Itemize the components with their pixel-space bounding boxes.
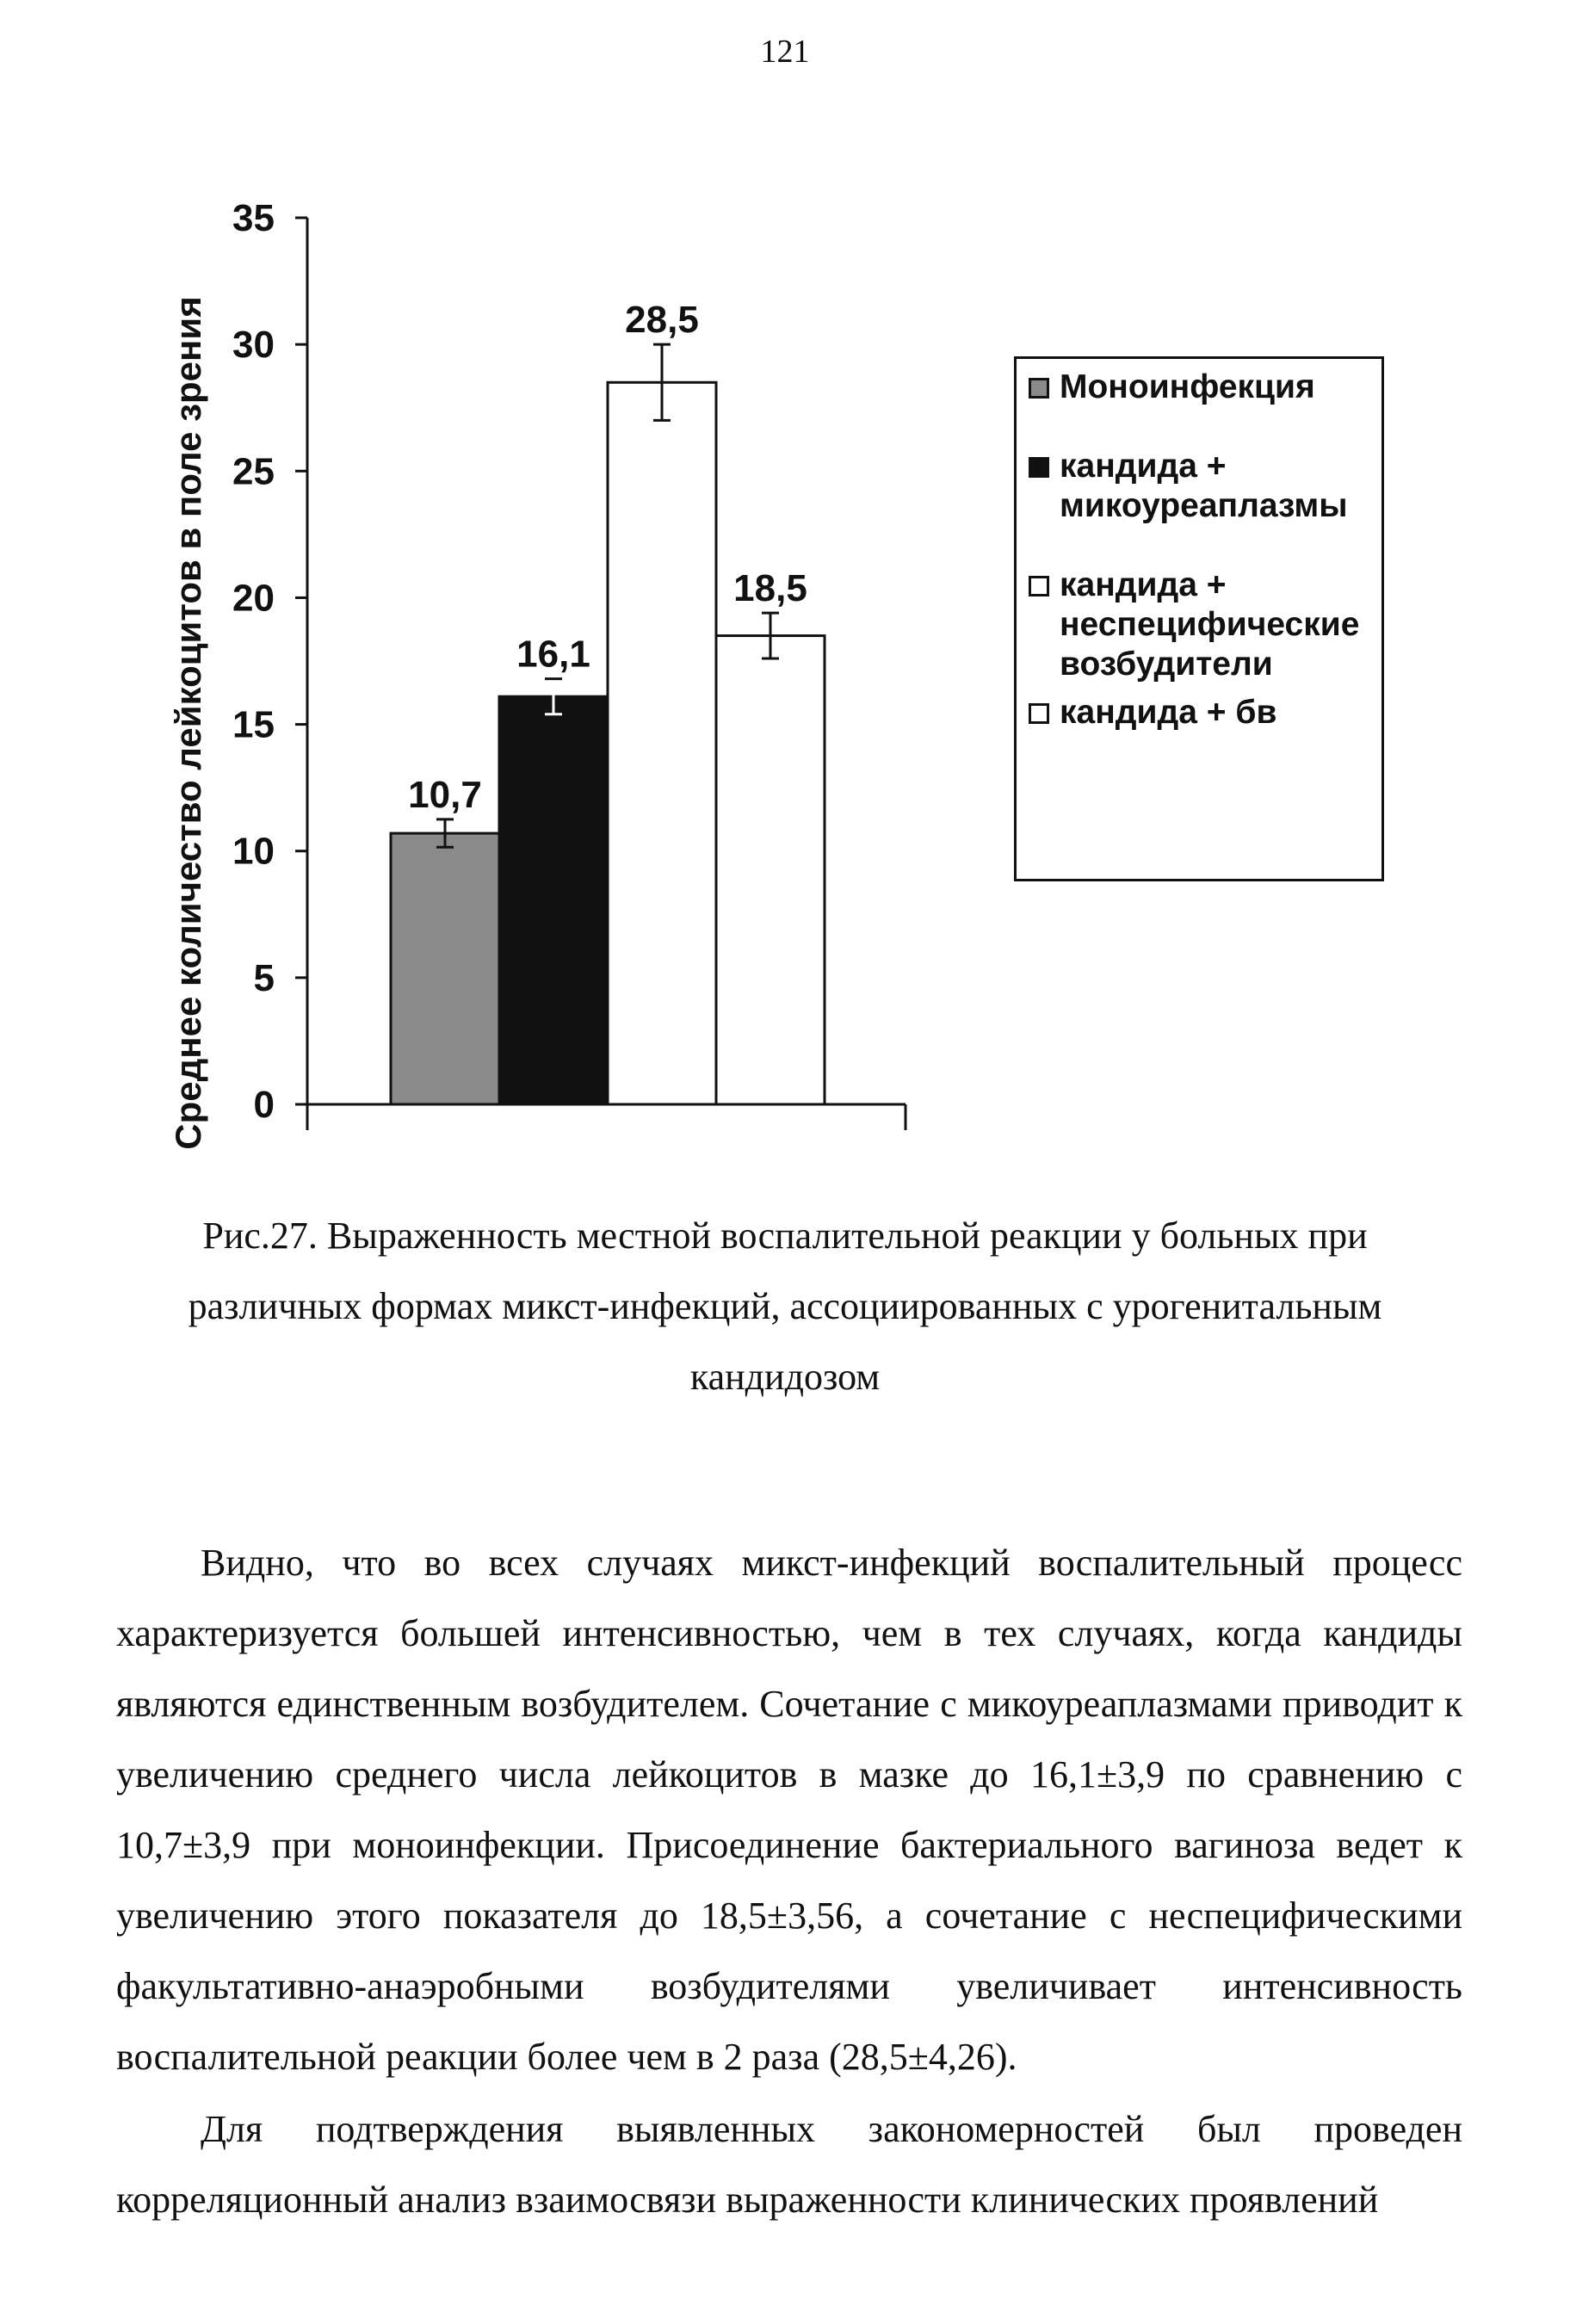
caption-line: различных формах микст-инфекций, ассоциированных с урогенитальным: [188, 1285, 1382, 1327]
y-tick-label: 15: [232, 703, 275, 746]
bar-value-label: 28,5: [625, 299, 699, 342]
legend-label: кандида + бв: [1060, 694, 1277, 731]
legend-item-mono: [1029, 368, 1369, 407]
caption-line: кандидозом: [689, 1356, 881, 1398]
bar-value-label: 16,1: [516, 633, 590, 676]
paragraph: Для подтверждения выявленных закономерностей был проведен корреляционный анализ взаимосвязи выраженности клинических проявлений: [116, 2108, 1462, 2221]
bar-value-label: 18,5: [733, 567, 807, 610]
bar-value-label: 10,7: [408, 773, 482, 816]
paragraph: Видно, что во всех случаях микст-инфекций воспалительный процесс характеризуется большей интенсивностью, чем в тех случаях, когда кандиды являются единственным возбудителем. Сочетание с микоуреаплазмами приводит к увеличению среднего числа лейкоцитов в мазке до 16,1±3,9 по сравнению с 10,7±3,9 при моноинфекции. Присоединение бактериального вагиноза ведет к увеличению этого показателя до 18,5±3,56, а сочетание с неспецифическими факультативно-анаэробными возбудителями увеличивает интенсивность воспалительной реакции более чем в 2 раза (28,5±4,26).: [116, 1542, 1462, 2078]
y-tick-label: 25: [232, 450, 275, 493]
y-tick-label: 30: [232, 324, 275, 367]
figure-caption: [121, 1201, 1449, 1412]
y-tick-label: 10: [232, 830, 275, 873]
legend-swatch-white: [1029, 576, 1049, 596]
bar: [391, 833, 499, 1104]
legend-swatch-grey: [1029, 378, 1049, 399]
y-tick-label: 20: [232, 577, 275, 620]
y-tick-label: 5: [253, 956, 275, 999]
legend-label: кандида + микоуреаплазмы: [1060, 448, 1348, 524]
page-number: 121: [760, 34, 810, 70]
legend-swatch-white: [1029, 703, 1049, 724]
caption-line: Рис.27. Выраженность местной воспалительной реакции у больных при: [202, 1215, 1368, 1257]
bar: [716, 636, 825, 1104]
y-tick-label: 35: [232, 197, 275, 239]
legend-item-bv: [1029, 693, 1369, 732]
bar: [608, 382, 716, 1104]
legend-label: кандида + неспецифические возбудители: [1060, 566, 1360, 683]
bar: [499, 696, 608, 1104]
legend-swatch-black: [1029, 457, 1049, 478]
y-tick-label: 0: [253, 1084, 275, 1126]
y-axis-label: Среднее количество лейкоцитов в поле зрения: [168, 296, 208, 1150]
legend-item-myco: [1029, 447, 1369, 526]
legend-item-nonspecific: [1029, 566, 1369, 684]
chart-legend: [1014, 356, 1384, 881]
legend-label: Моноинфекция: [1060, 368, 1315, 405]
